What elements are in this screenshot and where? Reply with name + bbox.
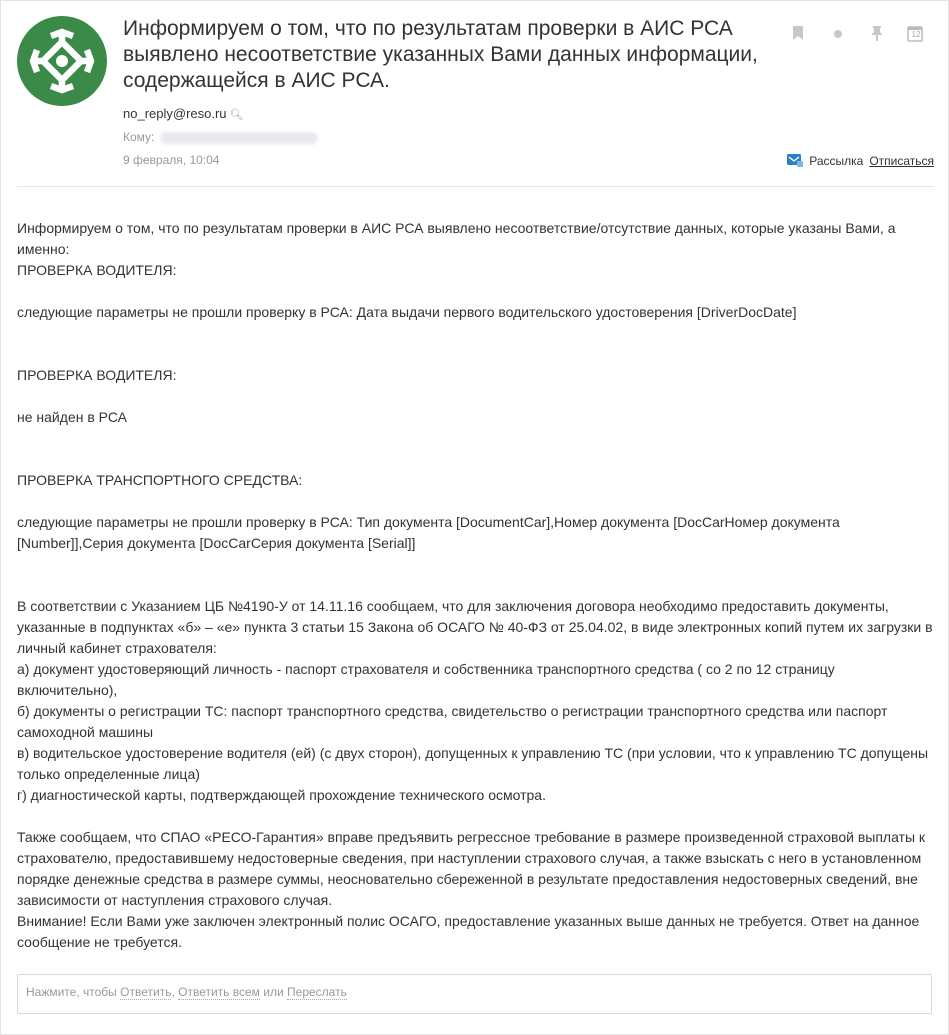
unsubscribe-link[interactable]: Отписаться [869, 154, 934, 168]
body-paragraph: следующие параметры не прошли проверку в РСА: Дата выдачи первого водительского удостоверения [DriverDocDate] [17, 304, 797, 320]
body-paragraph: следующие параметры не прошли проверку в РСА: Тип документа [DocumentCar],Номер документа [DocCarНомер документа [Number]],Серия документа [DocCarСерия документа [Serial]] [17, 514, 840, 551]
email-date: 9 февраля, 10:04 [123, 153, 220, 167]
email-body [17, 218, 937, 953]
reply-all-link[interactable]: Ответить всем [178, 985, 260, 999]
body-paragraph: Информируем о том, что по результатам проверки в АИС РСА выявлено несоответствие/отсутствие данных, которые указаны Вами, а именно: [17, 220, 896, 257]
to-label: Кому: [123, 130, 155, 144]
dot-icon[interactable] [831, 24, 849, 44]
recipient-row [123, 130, 318, 144]
forward-link[interactable]: Переслать [287, 985, 347, 999]
spacer [17, 491, 937, 512]
spacer [17, 428, 937, 449]
calendar-day: 12 [911, 30, 921, 39]
section-heading: ПРОВЕРКА ТРАНСПОРТНОГО СРЕДСТВА: [17, 472, 303, 488]
spacer [17, 344, 937, 365]
body-paragraph: В соответствии с Указанием ЦБ №4190-У от 14.11.16 сообщаем, что для заключения договора необходимо предоставить документы, указанные в подпунктах «б» – «е» пункта 3 статьи 15 Закона об ОСАГО № 40-ФЗ от 25.04.02, в виде электронных копий путем их загрузки в личный кабинет страхователя: [17, 598, 933, 656]
quick-reply-box[interactable]: Нажмите, чтобы Ответить, Ответить всем или Переслать [17, 974, 932, 1014]
list-item: а) документ удостоверяющий личность - паспорт страхователя и собственника транспортного средства ( со 2 по 12 страницу включительно), [17, 661, 835, 698]
spacer [17, 386, 937, 407]
list-item: г) диагностической карты, подтверждающей прохождение технического осмотра. [17, 787, 546, 803]
reply-link[interactable]: Ответить [120, 985, 172, 999]
sender-row [123, 106, 244, 121]
spacer [17, 323, 937, 344]
list-item: б) документы о регистрации ТС: паспорт транспортного средства, свидетельство о регистрации транспортного средства или паспорт самоходной машины [17, 703, 888, 740]
spacer [17, 554, 937, 575]
spacer [17, 806, 937, 827]
mailing-label: Рассылка [809, 154, 864, 168]
section-heading: ПРОВЕРКА ВОДИТЕЛЯ: [17, 262, 177, 278]
spacer [17, 449, 937, 470]
pin-icon[interactable] [869, 24, 887, 44]
email-subject: Информируем о том, что по результатам проверки в АИС РСА выявлено несоответствие указанных Вами данных информации, содержащейся в АИС РСА. [123, 17, 758, 92]
section-heading: ПРОВЕРКА ВОДИТЕЛЯ: [17, 367, 177, 383]
sender-logo [17, 16, 107, 106]
search-icon[interactable]: 🔍︎ [229, 109, 244, 121]
mailing-list-icon [787, 153, 803, 167]
recipient-address-redacted [160, 132, 318, 144]
sender-email[interactable]: no_reply@reso.ru [123, 106, 227, 121]
message-toolbar [789, 24, 949, 48]
calendar-icon[interactable] [907, 24, 925, 44]
list-item: в) водительское удостоверение водителя (ей) (с двух сторон), допущенных к управлению ТС (при условии, что к управлению ТС допущены только определенные лица) [17, 745, 929, 782]
body-paragraph: Внимание! Если Вами уже заключен электронный полис ОСАГО, предоставление указанных выше данных не требуется. Ответ на данное сообщение не требуется. [17, 913, 920, 950]
header-divider [17, 186, 934, 187]
reply-prefix: Нажмите, чтобы [26, 985, 117, 999]
mailing-info [787, 153, 934, 168]
reply-or: или [263, 985, 284, 999]
spacer [17, 575, 937, 596]
body-paragraph: Также сообщаем, что СПАО «РЕСО-Гарантия» вправе предъявить регрессное требование в размере произведенной страховой выплаты к страхователю, предоставившему недостоверные сведения, при наступлении страхового случая, а также взыскать с него в установленном порядке денежные средства в размере суммы, неосновательно сбереженной в результате предоставления недостоверных сведений, вне зависимости от наступления страхового случая. [17, 829, 926, 908]
body-paragraph: не найден в РСА [17, 409, 127, 425]
spacer [17, 281, 937, 302]
bookmark-icon[interactable] [791, 24, 809, 44]
